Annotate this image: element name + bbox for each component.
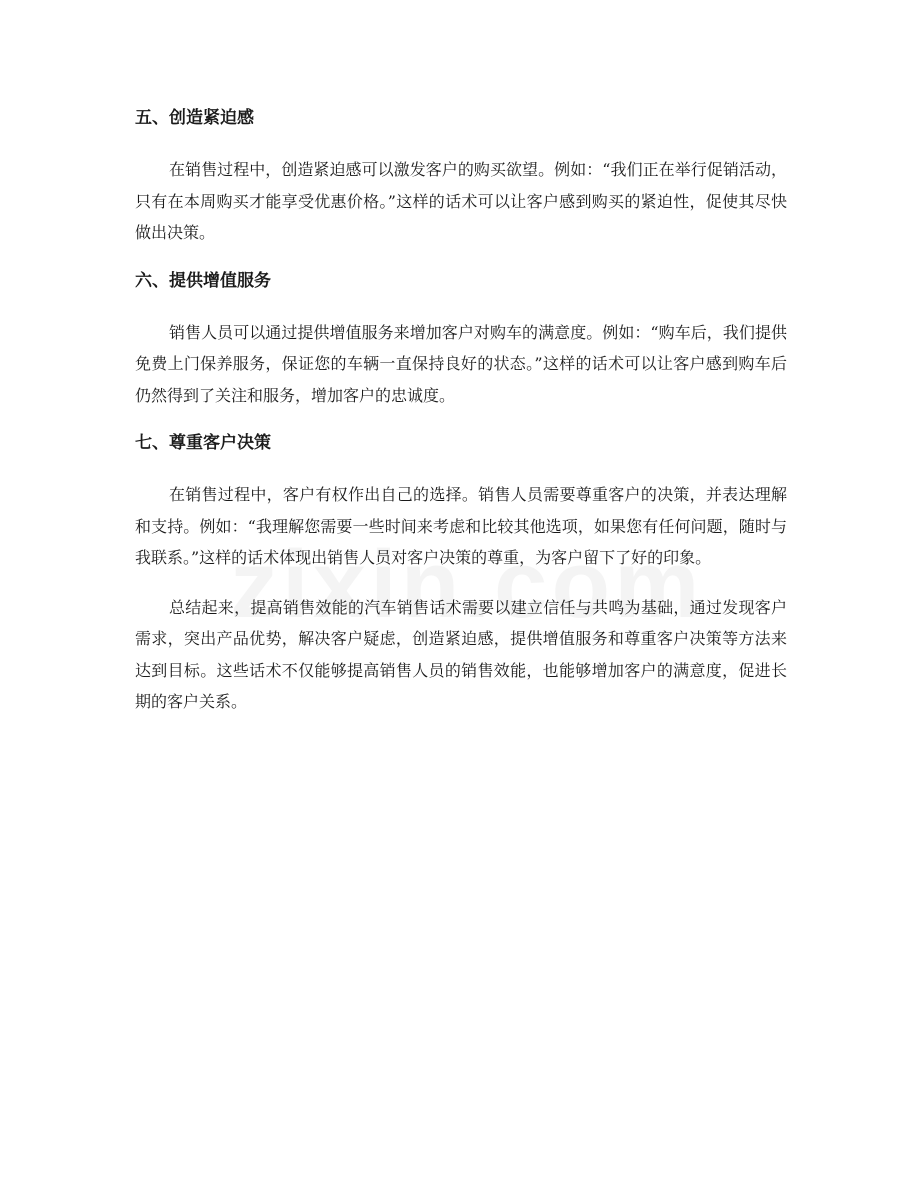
- section-heading-urgency: 五、创造紧迫感: [135, 108, 254, 128]
- section-paragraph-respect-decision: 在销售过程中，客户有权作出自己的选择。销售人员需要尊重客户的决策，并表达理解和支持。例如：“我理解您需要一些时间来考虑和比较其他选项，如果您有任何问题，随时与我联系。”这样的话术体现出销售人员对客户决策的尊重，为客户留下了好的印象。: [135, 485, 787, 567]
- section-heading-respect-decision: 七、尊重客户决策: [135, 433, 271, 453]
- document-body: [135, 104, 787, 736]
- conclusion-paragraph: 总结起来，提高销售效能的汽车销售话术需要以建立信任与共鸣为基础，通过发现客户需求，突出产品优势，解决客户疑虑，创造紧迫感，提供增值服务和尊重客户决策等方法来达到目标。这些话术不仅能够提高销售人员的销售效能，也能够增加客户的满意度，促进长期的客户关系。: [135, 597, 787, 711]
- section-heading-value-added: 六、提供增值服务: [135, 270, 271, 291]
- section-paragraph-value-added: 销售人员可以通过提供增值服务来增加客户对购车的满意度。例如：“购车后，我们提供免费上门保养服务，保证您的车辆一直保持良好的状态。”这样的话术可以让客户感到购车后仍然得到了关注和服务，增加客户的忠诚度。: [135, 322, 787, 405]
- section-paragraph-urgency: 在销售过程中，创造紧迫感可以激发客户的购买欲望。例如：“我们正在举行促销活动，只有在本周购买才能享受优惠价格。”这样的话术可以让客户感到购买的紧迫性，促使其尽快做出决策。: [135, 160, 787, 242]
